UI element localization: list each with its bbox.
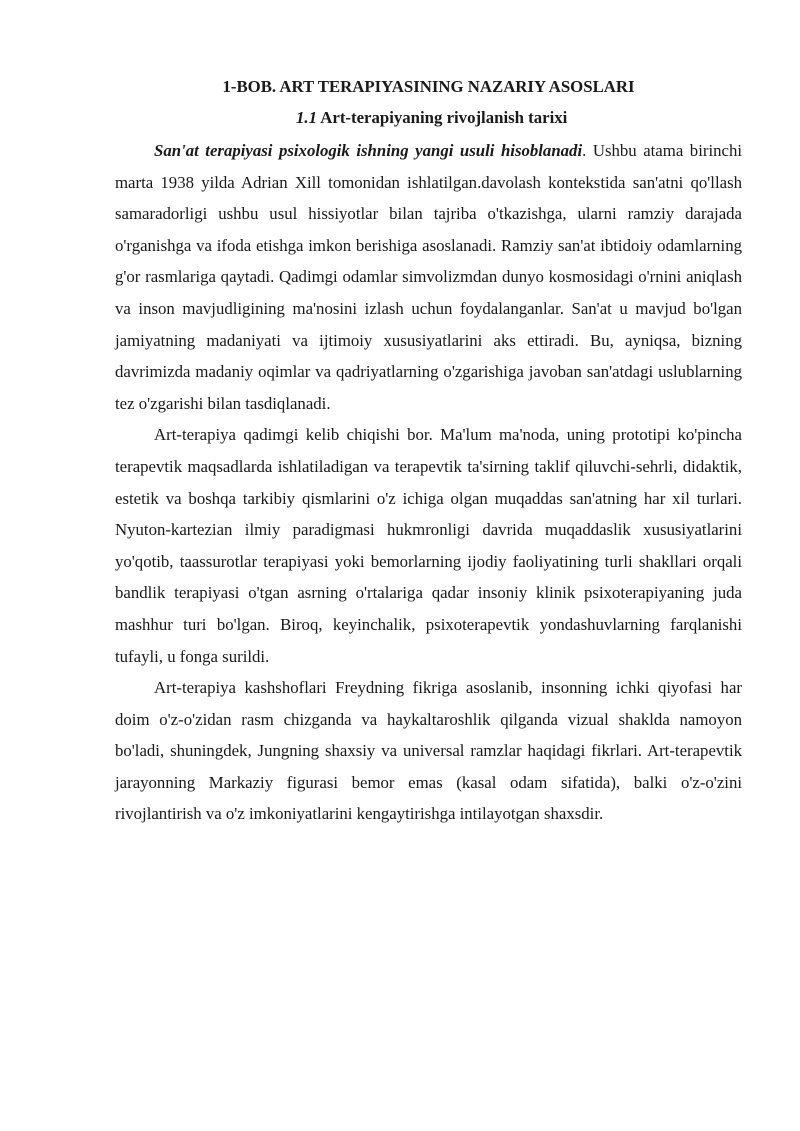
section-heading — [115, 103, 742, 135]
paragraph-3-text: Art-terapiya kashshoflari Freydning fikriga asoslanib, insonning ichki qiyofasi har doim o'z-o'zidan rasm chizganda va haykaltaroshlik qilganda vizual shaklda namoyon bo'ladi, shuningdek, Jungning shaxsiy va universal ramzlar haqidagi fikrlari. Art-terapevtik jarayonning Markaziy figurasi bemor emas (kasal odam sifatida), balki o'z-o'zini rivojlantirish va o'z imkoniyatlarini kengaytirishga intilayotgan shaxsdir. — [115, 678, 742, 824]
paragraph-1 — [115, 135, 742, 419]
paragraph-2 — [115, 419, 742, 672]
chapter-title: 1-BOB. ART TERAPIYASINING NAZARIY ASOSLARI — [222, 77, 635, 96]
section-number: 1.1 — [296, 108, 317, 127]
section-title: Art-terapiyaning rivojlanish tarixi — [320, 108, 568, 127]
paragraph-1-text: . Ushbu atama birinchi marta 1938 yilda Adrian Xill tomonidan ishlatilgan.davolash kontekstida san'atni qo'llash samaradorligi ushbu usul hissiyotlar bilan tajriba o'tkazishga, ularni ramziy darajada o'rganishga va ifoda etishga imkon berishiga asoslanadi. Ramziy san'at ibtidoiy odamlarning g'or rasmlariga qaytadi. Qadimgi odamlar simvolizmdan dunyo kosmosidagi o'rnini aniqlash va inson mavjudligining ma'nosini izlash uchun foydalanganlar. San'at u mavjud bo'lgan jamiyatning madaniyati va ijtimoiy xususiyatlarini aks ettiradi. Bu, ayniqsa, bizning davrimizda madaniy oqimlar va qadriyatlarning o'zgarishiga javoban san'atdagi uslublarning tez o'zgarishi bilan tasdiqlanadi. — [115, 141, 742, 413]
paragraph-1-lead: San'at terapiyasi psixologik ishning yangi usuli hisoblanadi — [154, 141, 583, 160]
paragraph-3 — [115, 672, 742, 830]
paragraph-2-text: Art-terapiya qadimgi kelib chiqishi bor. Ma'lum ma'noda, uning prototipi ko'pincha terapevtik maqsadlarda ishlatiladigan va terapevtik ta'sirning taklif qiluvchi-sehrli, didaktik, estetik va boshqa tarkibiy qismlarini o'z ichiga olgan muqaddas san'atning har xil turlari. Nyuton-kartezian ilmiy paradigmasi hukmronligi davrida muqaddaslik xususiyatlarini yo'qotib, taassurotlar terapiyasi yoki bemorlarning ijodiy faoliyatining turli shakllari orqali bandlik terapiyasi o'tgan asrning o'rtalariga qadar insoniy klinik psixoterapiyaning juda mashhur turi bo'lgan. Biroq, keyinchalik, psixoterapevtik yondashuvlarning farqlanishi tufayli, u fonga surildi. — [115, 425, 742, 666]
document-page — [115, 71, 742, 830]
